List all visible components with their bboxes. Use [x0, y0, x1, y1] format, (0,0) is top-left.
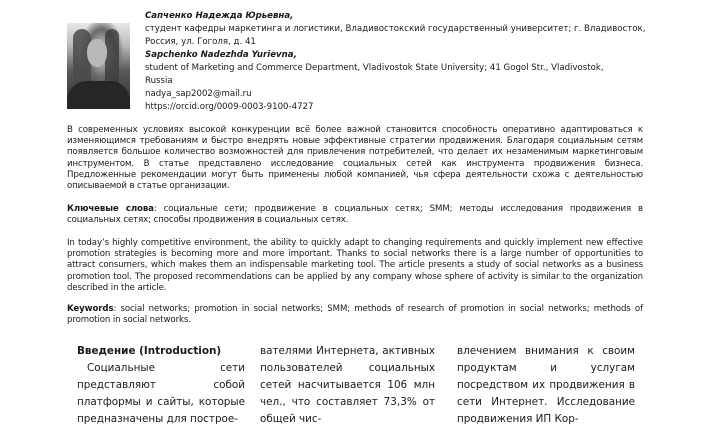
keywords-ru-text: : социальные сети; продвижение в социальных сетях; SMM; методы исследования продвижения в социальных сетях; способы продвижения в социальных сетях.	[67, 204, 644, 226]
author-name-ru: Сапченко Надежда Юрьевна,	[145, 11, 294, 21]
body-column-1-text: Социальные сети представляют собой платформы и сайты, которые предназначены для построе-	[77, 362, 245, 425]
keywords-en	[67, 304, 643, 326]
author-email[interactable]: nadya_sap2002@mail.ru	[145, 89, 252, 99]
photo-coat	[67, 81, 130, 109]
keywords-ru	[67, 204, 643, 226]
author-affiliation-en-line2: Russia	[145, 76, 173, 86]
body-column-3-text: влечением внимания к своим продуктам и услугам посредством их продвижения в сети Интернет. Исследование продвижения ИП Кор-	[457, 345, 635, 425]
author-affiliation-ru-line1: студент кафедры маркетинга и логистики, Владивостокский государственный университет; г. Владивосток,	[145, 24, 646, 34]
abstract-ru: В современных условиях высокой конкуренции всё более важной становится способность оперативно адаптироваться к изменяющимся требованиям и быстро внедрять новые эффективные стратегии продвижения. Благодаря социальным сетям появляется большое количество возможностей для привлечения потребителей, что делает их незаменимым маркетинговым инструментом. В статье представлено исследование социальных сетей как инструмента продвижения бизнеса. Предложенные рекомендации могут быть применены любой компанией, чья сфера деятельности схожа с деятельностью описываемой в статье организации.	[67, 125, 643, 192]
body-column-1	[77, 343, 245, 428]
author-affiliation-ru-line2: Россия, ул. Гоголя, д. 41	[145, 37, 256, 47]
abstract-en: In today’s highly competitive environment, the ability to quickly adapt to changing requirements and quickly implement new effective promotion strategies is becoming more and more important. Thanks to social networks there is a large number of opportunities to attract consumers, which makes them an indispensable marketing tool. The article presents a study of social networks as a business promotion tool. The proposed recommendations can be applied by any company whose sphere of activity is similar to the organization described in the article.	[67, 238, 643, 293]
keywords-en-label: Keywords	[67, 304, 114, 314]
keywords-ru-label: Ключевые слова	[67, 204, 154, 214]
photo-face	[87, 39, 107, 67]
body-column-3	[457, 343, 635, 428]
author-photo	[67, 23, 130, 109]
author-block-ru	[145, 10, 645, 49]
body-column-2	[260, 343, 435, 428]
keywords-en-text: : social networks; promotion in social networks; SMM; methods of research of promotion in social networks; methods of promotion in social networks.	[67, 304, 643, 326]
author-block-en	[145, 49, 604, 114]
section-heading-introduction: Введение (Introduction)	[77, 345, 222, 357]
author-orcid-link[interactable]: https://orcid.org/0009-0003-9100-4727	[145, 102, 314, 112]
body-column-2-text: вателями Интернета, активных пользователей социальных сетей насчитывается 106 млн чел., что составляет 73,3% от общей чис-	[260, 345, 435, 425]
author-name-en: Sapchenko Nadezhda Yurievna,	[145, 50, 297, 60]
author-affiliation-en-line1: student of Marketing and Commerce Department, Vladivostok State University; 41 Gogol Str., Vladivostok,	[145, 63, 604, 73]
